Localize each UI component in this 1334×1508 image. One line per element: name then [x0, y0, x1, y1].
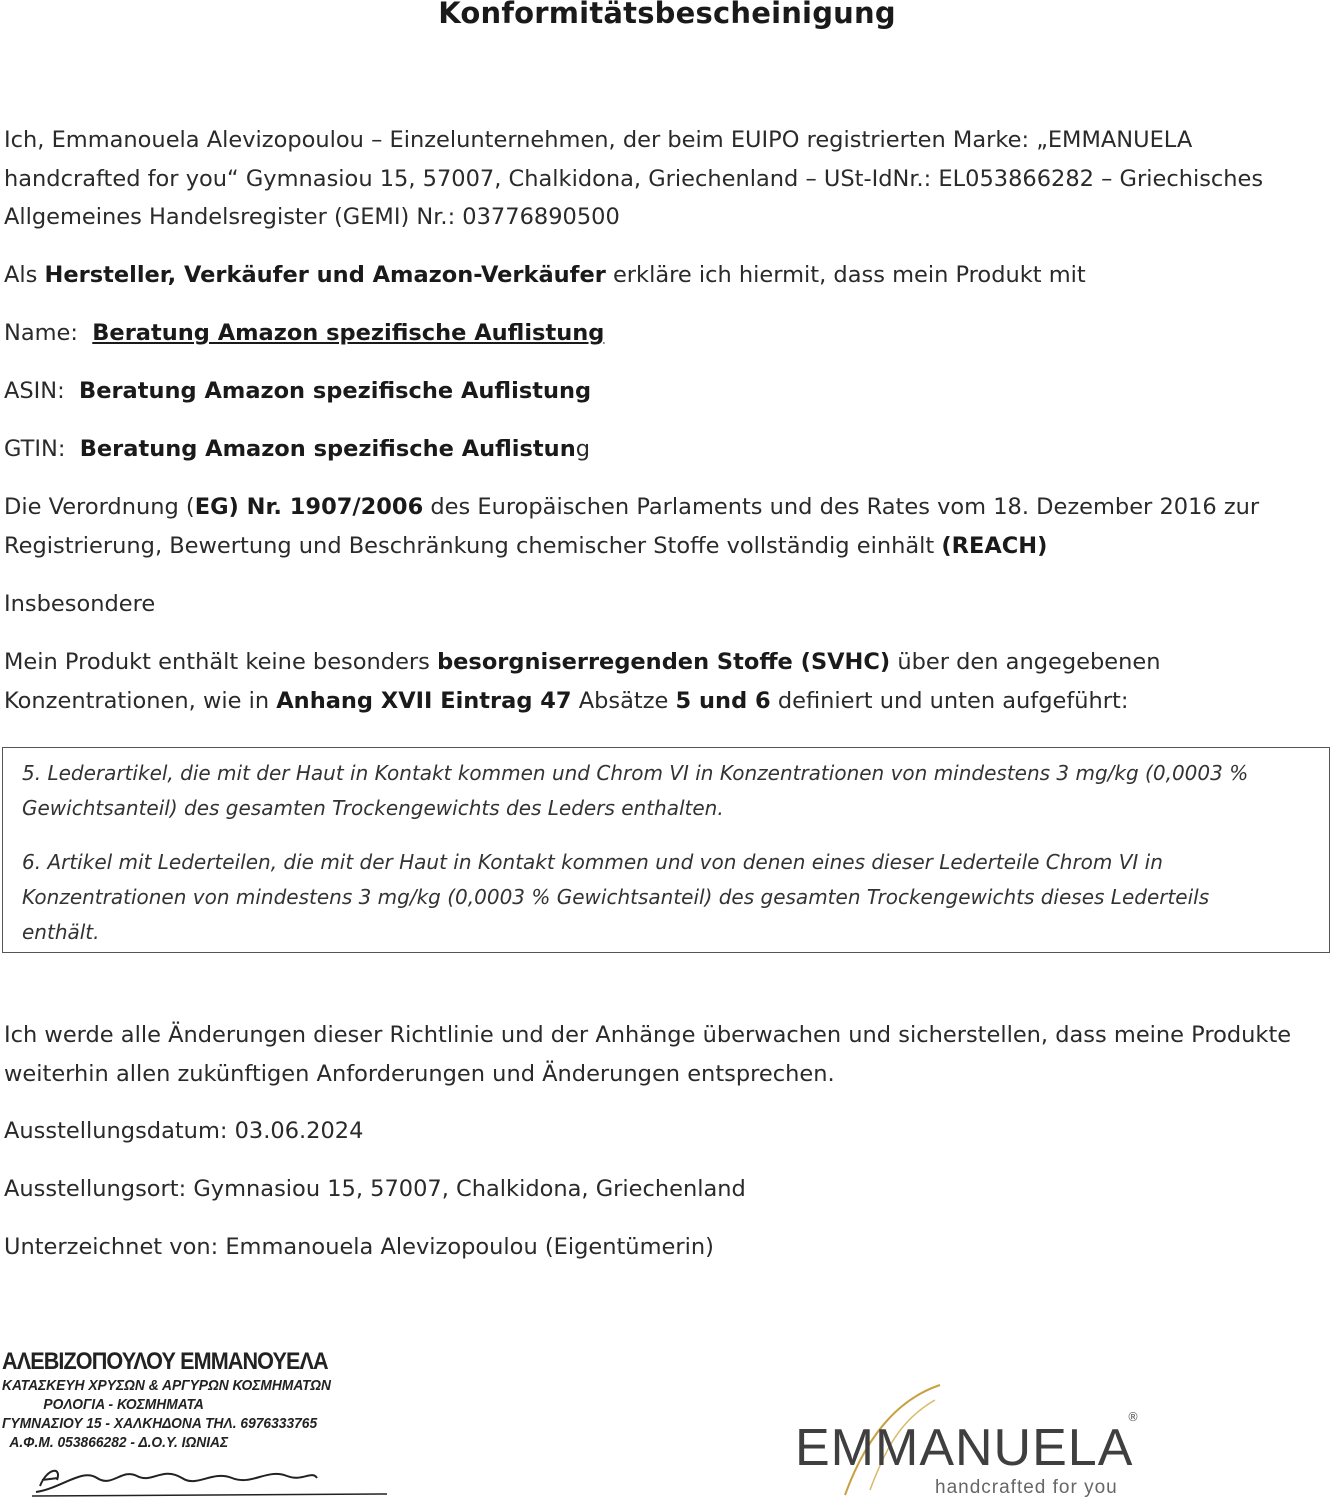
name-field: [4, 314, 1330, 353]
intro-line-2: handcrafted for you“ Gymnasiou 15, 57007, Chalkidona, Griechenland – USt-IdNr.: EL053866282 – Griechisches: [4, 165, 1264, 192]
item-5-line-1: 5. Lederartikel, die mit der Haut in Kontakt kommen und Chrom VI in Konzentrationen von mindestens 3 mg/kg (0,0003 %: [22, 761, 1249, 785]
monitoring-line-1: Ich werde alle Änderungen dieser Richtlinie und der Anhänge überwachen und sicherstellen, dass meine Produkte: [4, 1022, 1292, 1048]
logo-tagline: handcrafted for you: [935, 1477, 1118, 1498]
document-title: Konformitätsbescheinigung: [438, 0, 896, 30]
intro-paragraph: [4, 121, 1330, 237]
regulation-reach: (REACH): [941, 532, 1048, 559]
item-6-line-3: enthält.: [22, 920, 100, 944]
gtin-value: Beratung Amazon spezifische Auflistun: [79, 436, 576, 462]
stamp-line-5: Α.Φ.Μ. 053866282 - Δ.Ο.Υ. ΙΩΝΙΑΣ: [9, 1434, 229, 1451]
registered-mark: ®: [1127, 1410, 1139, 1424]
declaration-paragraph: [4, 256, 1330, 295]
issue-place: Ausstellungsort: Gymnasiou 15, 57007, Chalkidona, Griechenland: [4, 1176, 746, 1202]
stamp-line-2: ΚΑΤΑΣΚΕΥΗ ΧΡΥΣΩΝ & ΑΡΓΥΡΩΝ ΚΟΣΜΗΜΑΤΩΝ: [2, 1377, 331, 1394]
asin-value: Beratung Amazon spezifische Auflistung: [79, 378, 592, 404]
svhc-bold-1: besorgniserregenden Stoffe (SVHC): [437, 649, 891, 675]
brand-logo: [795, 1380, 1155, 1500]
annex-item-5: [22, 756, 1312, 826]
item-6-line-1: 6. Artikel mit Lederteilen, die mit der Haut in Kontakt kommen und von denen eines dieser Lederteile Chrom VI in: [22, 850, 1163, 874]
intro-line-3: Allgemeines Handelsregister (GEMI) Nr.: 03776890500: [4, 204, 620, 230]
asin-field: [4, 372, 1330, 411]
regulation-paragraph: [4, 488, 1330, 565]
declaration-suffix: erkläre ich hiermit, dass mein Produkt mit: [605, 262, 1086, 288]
item-5-line-2: Gewichtsanteil) des gesamten Trockengewichts des Leders enthalten.: [22, 796, 724, 820]
monitoring-paragraph: [4, 1016, 1330, 1093]
svhc-text-4: Absätze: [571, 687, 676, 714]
signature: [2, 1448, 392, 1508]
stamp-line-4: ΓΥΜΝΑΣΙΟΥ 15 - ΧΑΛΚΗΔΟΝΑ ΤΗΛ. 6976333765: [2, 1415, 318, 1432]
svhc-text-2: über den angegebenen: [890, 649, 1161, 675]
name-label: Name:: [4, 320, 78, 346]
gtin-field: [4, 430, 1330, 469]
gtin-label: GTIN:: [4, 436, 66, 462]
stamp-line-3: ΡΟΛΟΓΙΑ - ΚΟΣΜΗΜΑΤΑ: [43, 1396, 204, 1413]
logo-wordmark: EMMANUELA: [795, 1419, 1134, 1477]
regulation-number: EG) Nr. 1907/2006: [194, 494, 424, 520]
svhc-bold-3: 5 und 6: [675, 687, 771, 714]
regulation-text-2: des Europäischen Parlaments und des Rates vom 18. Dezember 2016 zur: [423, 494, 1260, 520]
issue-date: Ausstellungsdatum: 03.06.2024: [4, 1118, 364, 1144]
declaration-roles: Hersteller, Verkäufer und Amazon-Verkäufer: [44, 262, 606, 288]
company-stamp: [2, 1348, 392, 1452]
monitoring-line-2: weiterhin allen zukünftigen Anforderungen und Änderungen entsprechen.: [4, 1060, 835, 1087]
regulation-text-3: Registrierung, Bewertung und Beschränkung chemischer Stoffe vollständig einhält: [4, 532, 942, 559]
stamp-line-1: ΑΛΕΒΙΖΟΠΟΥΛΟΥ ΕΜΜΑΝΟΥΕΛΑ: [2, 1348, 328, 1375]
svhc-text-5: definiert und unten aufgeführt:: [770, 687, 1129, 714]
annex-item-6: [22, 845, 1312, 950]
regulation-text-1: Die Verordnung (: [4, 494, 195, 520]
declaration-prefix: Als: [4, 262, 45, 288]
gtin-value-tail: g: [575, 436, 591, 462]
signed-by: Unterzeichnet von: Emmanouela Alevizopoulou (Eigentümerin): [4, 1234, 714, 1260]
item-6-line-2: Konzentrationen von mindestens 3 mg/kg (0,0003 % Gewichtsanteil) des gesamten Trockengewichts dieses Lederteils: [22, 885, 1210, 909]
insbesondere-text: Insbesondere: [4, 591, 156, 617]
asin-label: ASIN:: [4, 378, 65, 404]
annex-box: [2, 747, 1330, 953]
svhc-paragraph: [4, 643, 1330, 720]
svhc-text-1: Mein Produkt enthält keine besonders: [4, 649, 438, 675]
svhc-text-3: Konzentrationen, wie in: [4, 687, 277, 714]
name-value: Beratung Amazon spezifische Auflistung: [92, 320, 605, 346]
svhc-bold-2: Anhang XVII Eintrag 47: [276, 687, 572, 714]
intro-line-1: Ich, Emmanouela Alevizopoulou – Einzelunternehmen, der beim EUIPO registrierten Marke: „EMMANUELA: [4, 127, 1193, 153]
